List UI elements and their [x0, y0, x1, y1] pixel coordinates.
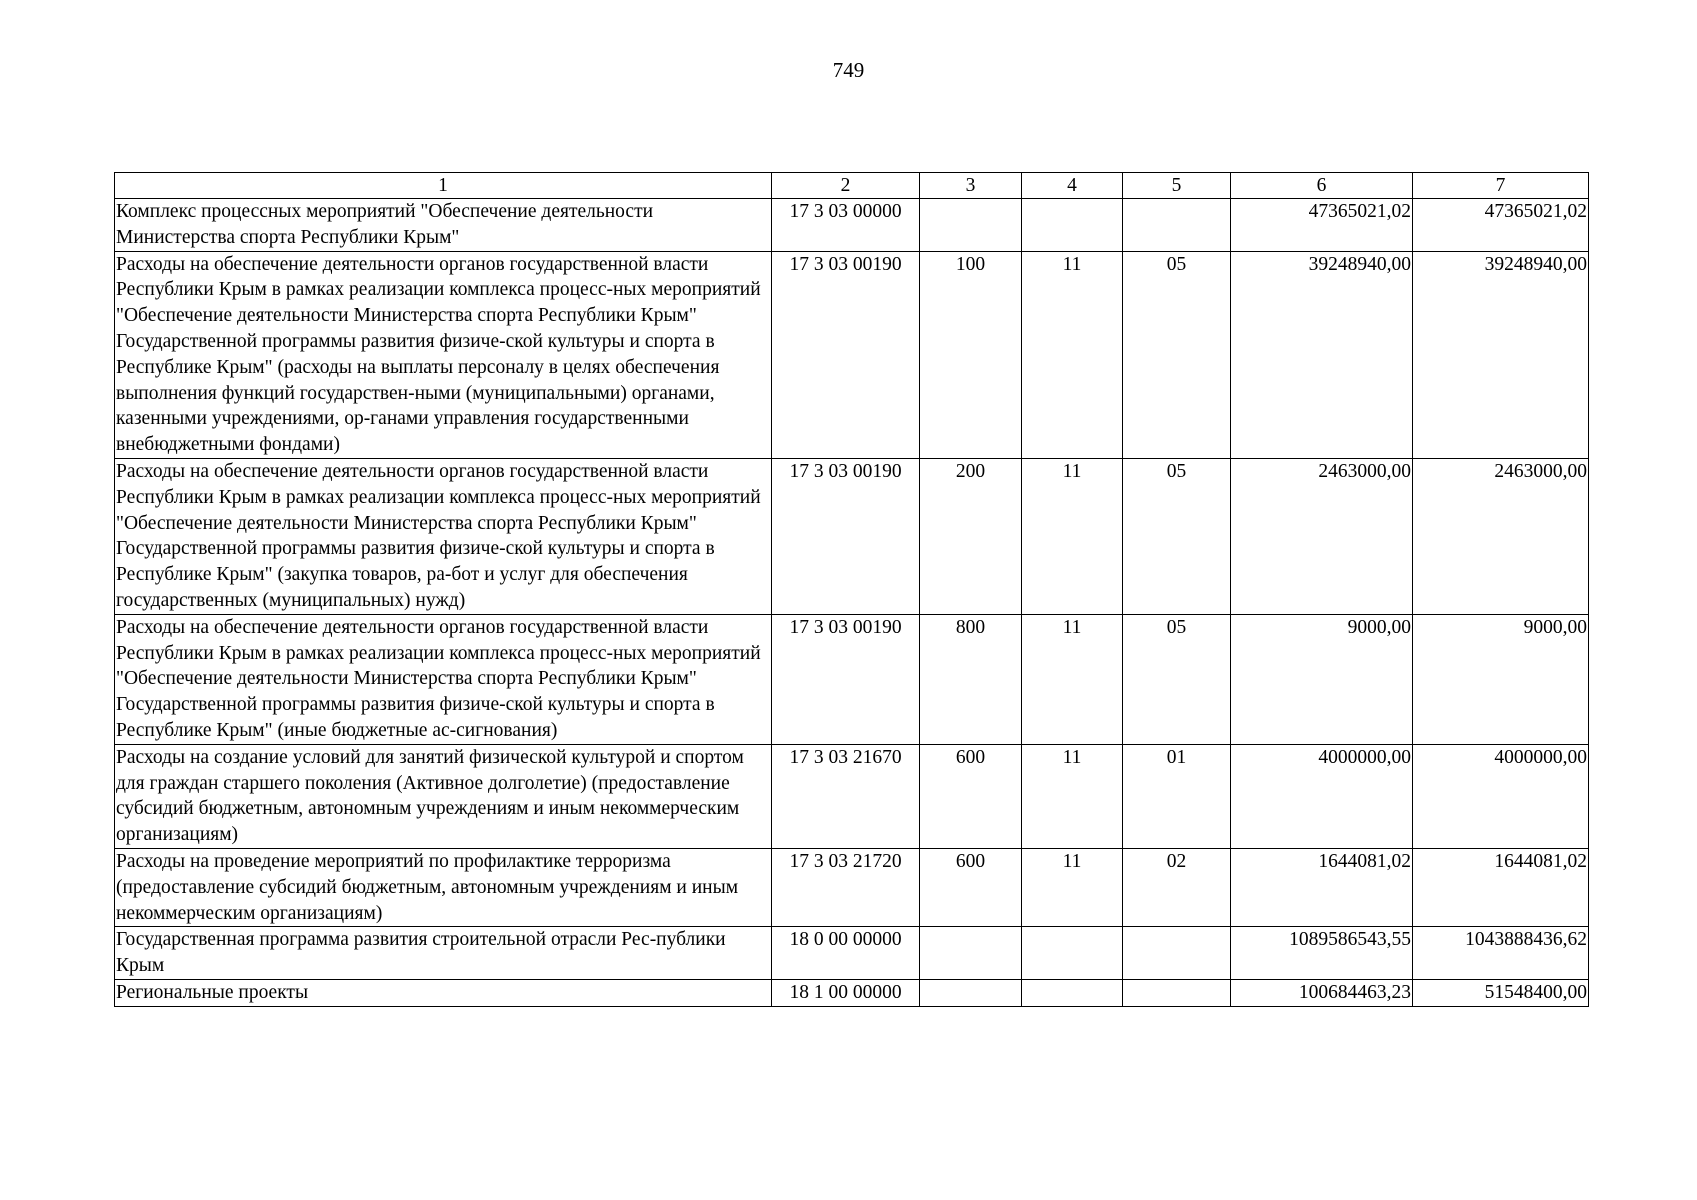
- row-rz: [1022, 927, 1123, 980]
- row-code: 17 3 03 00190: [772, 458, 920, 614]
- header-col-5: 5: [1123, 173, 1231, 199]
- row-rz: [1022, 199, 1123, 252]
- row-name: Расходы на проведение мероприятий по профилактике терроризма (предоставление субсидий бюджетным, автономным учреждениям и иным некоммерческим организациям): [115, 848, 772, 926]
- row-vr: [920, 927, 1022, 980]
- table-row: [115, 614, 1589, 744]
- row-code: 17 3 03 00000: [772, 199, 920, 252]
- row-sum-2: 51548400,00: [1413, 979, 1589, 1006]
- row-code: 18 0 00 00000: [772, 927, 920, 980]
- header-col-4: 4: [1022, 173, 1123, 199]
- table-row: [115, 251, 1589, 458]
- row-rz: [1022, 979, 1123, 1006]
- row-rz: 11: [1022, 614, 1123, 744]
- header-row: [115, 173, 1589, 199]
- row-sum-2: 39248940,00: [1413, 251, 1589, 458]
- row-vr: 600: [920, 744, 1022, 848]
- row-code: 17 3 03 00190: [772, 251, 920, 458]
- row-name: Комплекс процессных мероприятий "Обеспечение деятельности Министерства спорта Республики Крым": [115, 199, 772, 252]
- row-name: Расходы на обеспечение деятельности органов государственной власти Республики Крым в рамках реализации комплекса процесс-ных мероприятий "Обеспечение деятельности Министерства спорта Республики Крым" Государственной программы развития физиче-ской культуры и спорта в Республике Крым" (расходы на выплаты персоналу в целях обеспечения выполнения функций государствен-ными (муниципальными) органами, казенными учреждениями, ор-ганами управления государственными внебюджетными фондами): [115, 251, 772, 458]
- row-pr: 02: [1123, 848, 1231, 926]
- row-name: Государственная программа развития строительной отрасли Рес-публики Крым: [115, 927, 772, 980]
- row-pr: 05: [1123, 458, 1231, 614]
- row-vr: 200: [920, 458, 1022, 614]
- row-name: Расходы на обеспечение деятельности органов государственной власти Республики Крым в рамках реализации комплекса процесс-ных мероприятий "Обеспечение деятельности Министерства спорта Республики Крым" Государственной программы развития физиче-ской культуры и спорта в Республике Крым" (закупка товаров, ра-бот и услуг для обеспечения государственных (муниципальных) нужд): [115, 458, 772, 614]
- row-sum-1: 1089586543,55: [1231, 927, 1413, 980]
- row-code: 17 3 03 21720: [772, 848, 920, 926]
- table-row: [115, 744, 1589, 848]
- table-row: [115, 458, 1589, 614]
- row-name: Региональные проекты: [115, 979, 772, 1006]
- row-pr: [1123, 979, 1231, 1006]
- row-pr: [1123, 199, 1231, 252]
- row-sum-1: 9000,00: [1231, 614, 1413, 744]
- row-sum-2: 2463000,00: [1413, 458, 1589, 614]
- row-vr: [920, 199, 1022, 252]
- row-vr: [920, 979, 1022, 1006]
- header-col-2: 2: [772, 173, 920, 199]
- row-vr: 800: [920, 614, 1022, 744]
- row-sum-1: 1644081,02: [1231, 848, 1413, 926]
- row-name: Расходы на обеспечение деятельности органов государственной власти Республики Крым в рамках реализации комплекса процесс-ных мероприятий "Обеспечение деятельности Министерства спорта Республики Крым" Государственной программы развития физиче-ской культуры и спорта в Республике Крым" (иные бюджетные ас-сигнования): [115, 614, 772, 744]
- row-name: Расходы на создание условий для занятий физической культурой и спортом для граждан старшего поколения (Активное долголетие) (предоставление субсидий бюджетным, автономным учреждениям и иным некоммерческим организациям): [115, 744, 772, 848]
- row-code: 17 3 03 00190: [772, 614, 920, 744]
- header-col-1: 1: [115, 173, 772, 199]
- budget-table: [114, 172, 1589, 1007]
- row-sum-2: 1644081,02: [1413, 848, 1589, 926]
- table-row: [115, 979, 1589, 1006]
- row-rz: 11: [1022, 458, 1123, 614]
- row-sum-2: 4000000,00: [1413, 744, 1589, 848]
- row-sum-1: 4000000,00: [1231, 744, 1413, 848]
- row-pr: 05: [1123, 251, 1231, 458]
- row-sum-1: 2463000,00: [1231, 458, 1413, 614]
- table-row: [115, 848, 1589, 926]
- row-rz: 11: [1022, 744, 1123, 848]
- row-sum-1: 39248940,00: [1231, 251, 1413, 458]
- table-row: [115, 927, 1589, 980]
- row-code: 17 3 03 21670: [772, 744, 920, 848]
- row-pr: 05: [1123, 614, 1231, 744]
- header-col-7: 7: [1413, 173, 1589, 199]
- row-sum-2: 47365021,02: [1413, 199, 1589, 252]
- page-number: 749: [832, 58, 865, 82]
- row-sum-2: 9000,00: [1413, 614, 1589, 744]
- row-rz: 11: [1022, 251, 1123, 458]
- row-pr: 01: [1123, 744, 1231, 848]
- row-rz: 11: [1022, 848, 1123, 926]
- row-sum-2: 1043888436,62: [1413, 927, 1589, 980]
- header-col-6: 6: [1231, 173, 1413, 199]
- header-col-3: 3: [920, 173, 1022, 199]
- row-sum-1: 100684463,23: [1231, 979, 1413, 1006]
- table-row: [115, 199, 1589, 252]
- row-vr: 100: [920, 251, 1022, 458]
- row-vr: 600: [920, 848, 1022, 926]
- row-pr: [1123, 927, 1231, 980]
- row-code: 18 1 00 00000: [772, 979, 920, 1006]
- row-sum-1: 47365021,02: [1231, 199, 1413, 252]
